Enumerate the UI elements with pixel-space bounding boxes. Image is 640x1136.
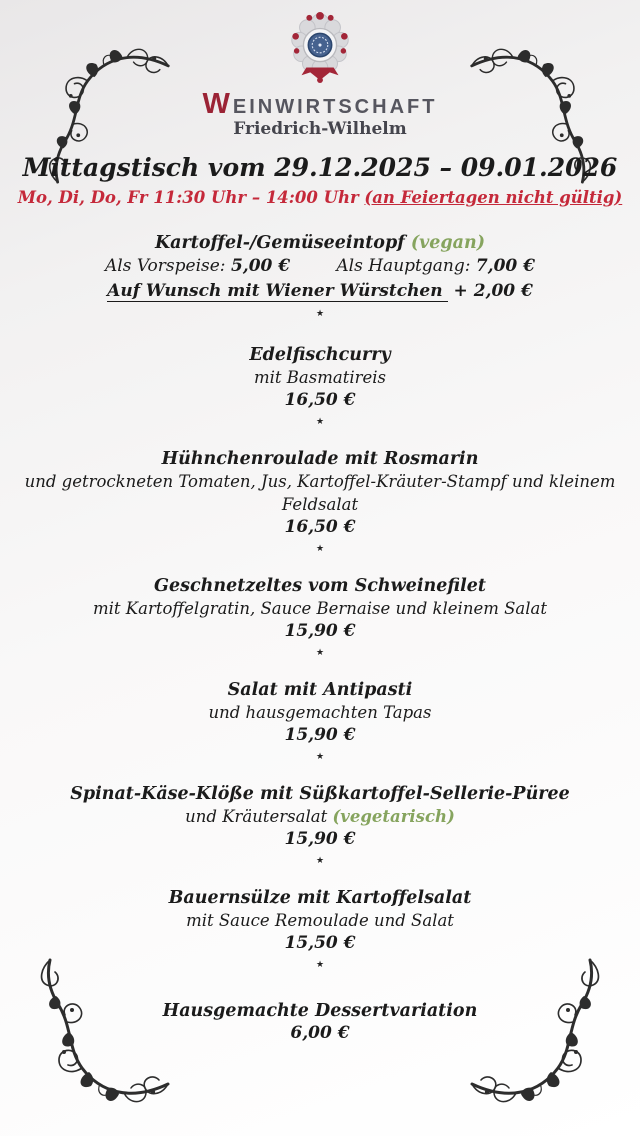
dish-name: Hühnchenroulade mit Rosmarin: [161, 449, 479, 469]
menu-item-spinat-kaese-kloesse: [0, 783, 640, 868]
diet-tag-vegan: (vegan): [410, 233, 486, 253]
dish-name: Salat mit Antipasti: [227, 680, 413, 700]
page-title: Mittagstisch vom 29.12.2025 – 09.01.2026: [22, 153, 618, 182]
corner-flourish-bottom-left: [12, 958, 172, 1118]
dish-price: 16,50 €: [284, 517, 356, 537]
corner-flourish-top-left: [22, 34, 172, 184]
dish-description: mit Sauce Remoulade und Salat: [186, 911, 454, 930]
dish-description: [0, 805, 640, 828]
option-price: + 2,00 €: [453, 281, 533, 301]
dish-description: mit Basmatireis: [253, 368, 387, 387]
option-label: Auf Wunsch mit Wiener Würstchen: [107, 281, 447, 302]
dish-name: Bauernsülze mit Kartoffelsalat: [168, 888, 472, 908]
hours-note: (an Feiertagen nicht gültig): [364, 188, 623, 207]
menu-item-salat-antipasti: [0, 679, 640, 764]
dish-price: 15,90 €: [284, 725, 356, 745]
starter-main-price-row: [105, 254, 535, 279]
star-separator: ★: [315, 752, 325, 762]
dish-name-text: Kartoffel-/Gemüseeintopf: [154, 233, 405, 253]
dish-name: Hausgemachte Dessertvariation: [162, 1001, 478, 1021]
brand-subname: Friedrich-Wilhelm: [233, 119, 407, 139]
dish-option-row: [0, 279, 640, 304]
diet-tag-vegetarisch: (vegetarisch): [332, 807, 455, 826]
dish-price: 15,90 €: [284, 829, 356, 849]
hours-text: Mo, Di, Do, Fr 11:30 Uhr – 14:00 Uhr: [17, 188, 359, 207]
dish-name: Geschnetzeltes vom Schweinefilet: [154, 576, 486, 596]
star-separator: ★: [315, 309, 325, 319]
dish-price: 6,00 €: [290, 1023, 350, 1043]
dish-description: mit Kartoffelgratin, Sauce Bernaise und kleinem Salat: [92, 599, 548, 618]
star-separator: ★: [315, 960, 325, 970]
menu-item-huehnchenroulade: [0, 448, 640, 556]
dish-description: und getrockneten Tomaten, Jus, Kartoffel-Kräuter-Stampf und kleinem Feldsalat: [24, 472, 616, 514]
star-separator: ★: [315, 648, 325, 658]
opening-hours: [0, 187, 640, 209]
menu-item-geschnetzeltes: [0, 575, 640, 660]
dish-price: 15,90 €: [284, 621, 356, 641]
main-price-group: [336, 254, 535, 279]
dish-description-text: und Kräutersalat: [185, 807, 328, 826]
corner-flourish-bottom-right: [468, 958, 628, 1118]
dish-name: [0, 232, 640, 254]
starter-price: 5,00 €: [230, 256, 291, 276]
crest-logo-icon: [283, 8, 357, 86]
star-separator: ★: [315, 417, 325, 427]
menu-item-edelfischcurry: [0, 344, 640, 429]
dish-price: 15,50 €: [284, 933, 356, 953]
corner-flourish-top-right: [468, 34, 618, 184]
star-separator: ★: [315, 856, 325, 866]
starter-label: Als Vorspeise:: [105, 256, 226, 276]
main-course-label: Als Hauptgang:: [336, 256, 471, 276]
dish-name: Spinat-Käse-Klöße mit Süßkartoffel-Sellerie-Püree: [70, 784, 570, 804]
brand-wordmark: WEINWIRTSCHAFT: [202, 88, 438, 120]
dish-name: Edelfischcurry: [249, 345, 391, 365]
main-course-price: 7,00 €: [475, 256, 535, 276]
menu-item-kartoffel-gemueseeintopf: [0, 232, 640, 321]
dish-description: und hausgemachten Tapas: [208, 703, 432, 722]
dish-price: 16,50 €: [284, 390, 356, 410]
menu-list: [0, 232, 640, 1045]
starter-price-group: [105, 254, 290, 279]
star-separator: ★: [315, 544, 325, 554]
